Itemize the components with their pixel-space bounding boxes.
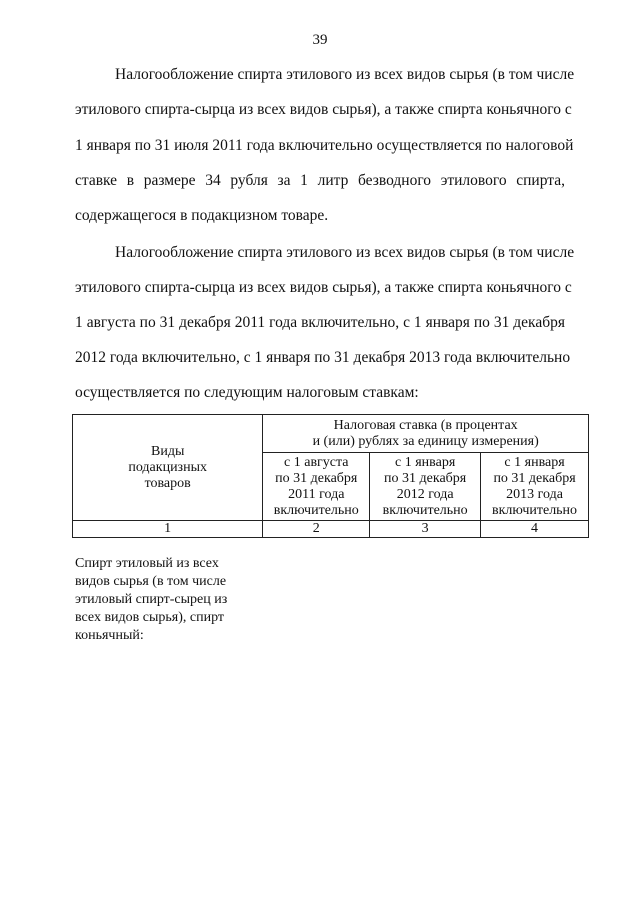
header-line: товаров	[144, 475, 191, 491]
column-number: 4	[481, 521, 589, 538]
excise-item-ethyl-alcohol	[75, 555, 227, 645]
text-line: коньячный:	[75, 628, 144, 643]
text-line: Налогообложение спирта этилового из всех видов сырья (в том числе	[115, 66, 575, 83]
text-line: ставке в размере 34 рубля за 1 литр безводного этилового спирта,	[75, 172, 565, 189]
header-period-2012	[370, 453, 481, 521]
page-number: 39	[312, 32, 328, 48]
text-line: этилового спирта-сырца из всех видов сырья), а также спирта коньячного с	[75, 279, 572, 296]
header-line: 2012 года	[396, 486, 454, 502]
text-line: 1 августа по 31 декабря 2011 года включительно, с 1 января по 31 декабря	[75, 314, 565, 331]
header-line: включительно	[492, 502, 578, 518]
header-excise-goods	[73, 415, 263, 521]
text-line: Спирт этиловый из всех	[75, 556, 219, 571]
column-number-row	[73, 521, 589, 538]
header-line: и (или) рублях за единицу измерения)	[312, 433, 539, 449]
text-line: содержащегося в подакцизном товаре.	[75, 207, 329, 224]
text-line: 1 января по 31 июля 2011 года включительно осуществляется по налоговой	[75, 137, 574, 154]
header-line: подакцизных	[128, 459, 207, 475]
header-line: по 31 декабря	[493, 470, 576, 486]
header-line: 2013 года	[506, 486, 563, 502]
text-line: этилового спирта-сырца из всех видов сырья), а также спирта коньячного с	[75, 101, 572, 118]
column-number: 2	[263, 521, 370, 538]
column-number: 1	[73, 521, 263, 538]
text-line: осуществляется по следующим налоговым ставкам:	[75, 384, 419, 401]
text-line: этиловый спирт-сырец из	[75, 592, 228, 607]
tax-rate-table	[72, 414, 589, 538]
header-line: Виды	[150, 443, 185, 459]
text-line: видов сырья (в том числе	[75, 574, 227, 589]
header-line: с 1 января	[395, 454, 456, 470]
text-line: всех видов сырья), спирт	[75, 610, 225, 625]
header-line: по 31 декабря	[275, 470, 358, 486]
header-line: по 31 декабря	[384, 470, 467, 486]
text-line: Налогообложение спирта этилового из всех видов сырья (в том числе	[115, 244, 575, 261]
header-tax-rate	[263, 415, 589, 453]
header-line: 2011 года	[288, 486, 345, 502]
header-line: включительно	[273, 502, 359, 518]
header-period-2013	[481, 453, 589, 521]
header-line: с 1 января	[504, 454, 565, 470]
header-line: Налоговая ставка (в процентах	[333, 417, 518, 433]
header-line: с 1 августа	[284, 454, 349, 470]
header-period-2011	[263, 453, 370, 521]
text-line: 2012 года включительно, с 1 января по 31 декабря 2013 года включительно	[75, 349, 571, 366]
header-line: включительно	[382, 502, 468, 518]
column-number: 3	[370, 521, 481, 538]
